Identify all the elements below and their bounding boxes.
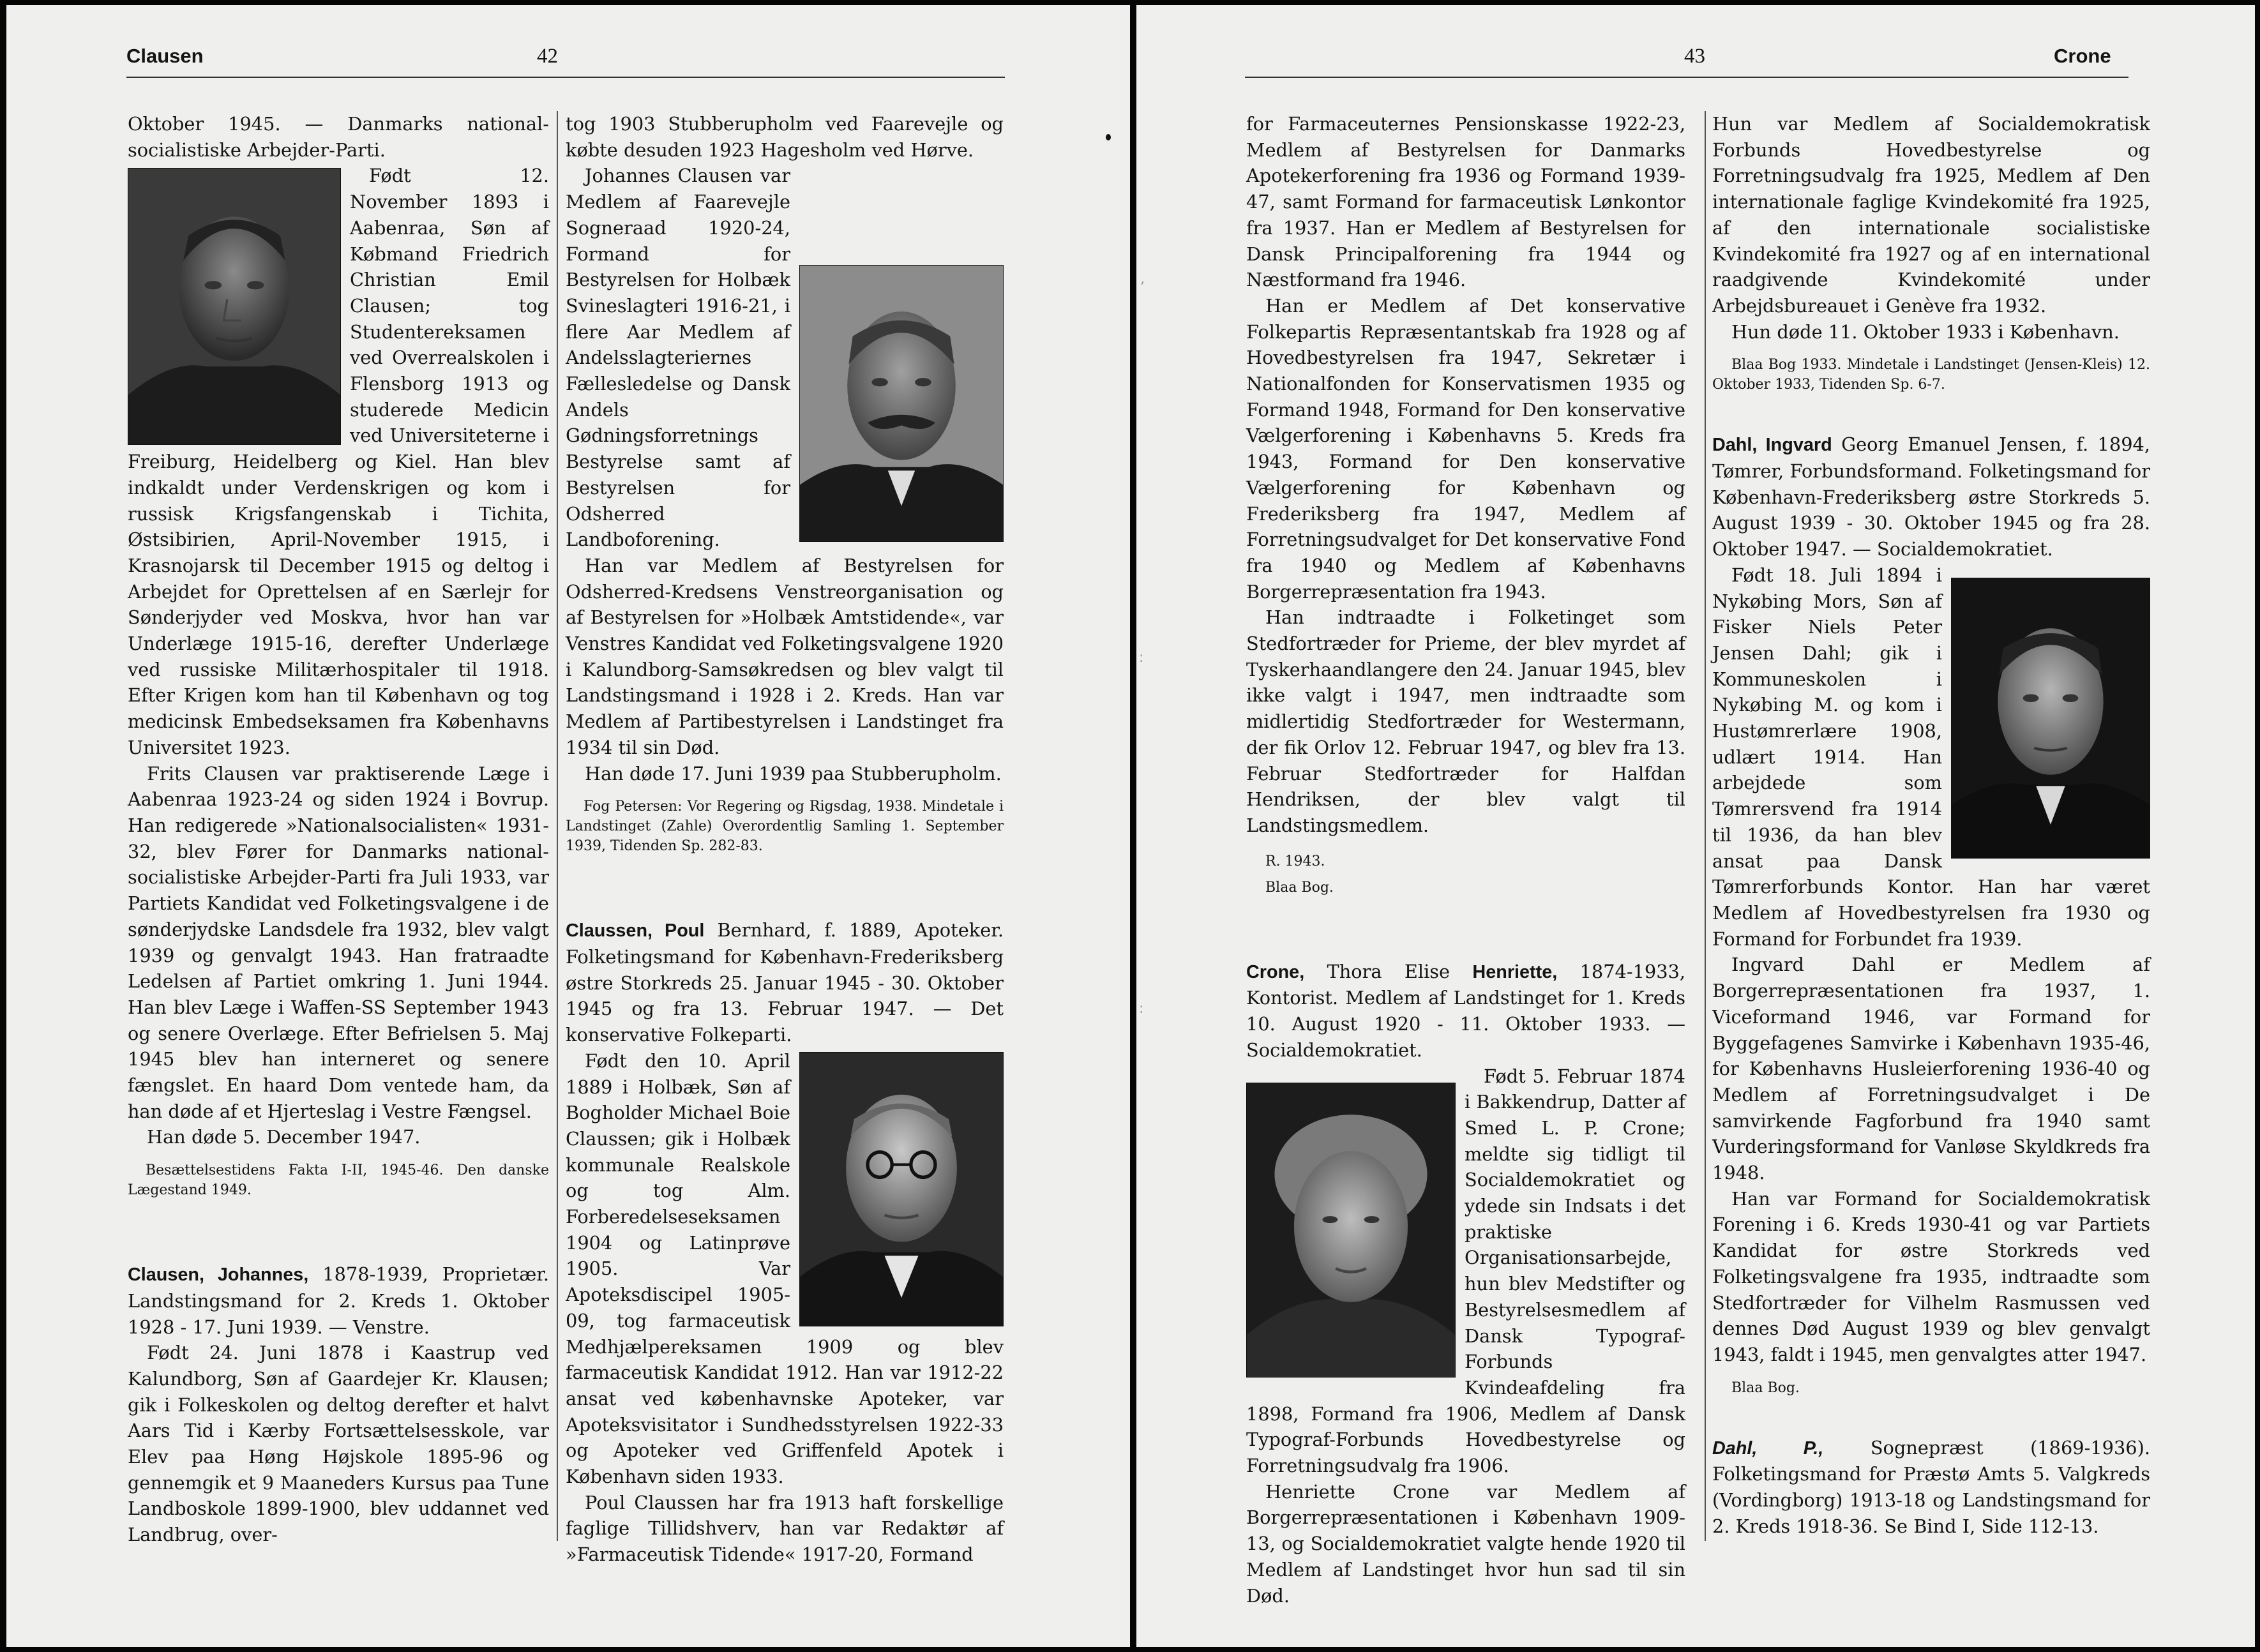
entry-given-names: Thora Elise — [1327, 960, 1450, 982]
paragraph: Ingvard Dahl er Medlem af Borgerrepræsentationen fra 1937, 1. Viceformand 1946, var Formand for Byggefagenes Samvirke i København 1935-46, for Københavns Husleierforening 1936-40 og Medlem af Forretningsudvalget i De samvirkende Fagforbund fra 1940 samt Vurderingsformand for Vanløse Skyldkreds fra 1948. — [1712, 954, 2150, 1184]
margin-mark: : — [1139, 650, 1144, 666]
paragraph: Han var Formand for Socialdemokratisk Forening i 6. Kreds 1930-41 og var Partiets Kandidat for østre Storkreds ved Folketingsvalgene fra 1935, indtraadte som Stedfortræder for Vilhelm Rasmussen ved dennes Død August 1939 og blev genvalgt 1943, faldt i 1945, men genvalgtes atter 1947. — [1712, 1187, 2150, 1365]
column-1 — [128, 111, 549, 1548]
paragraph: Han er Medlem af Det konservative Folkepartis Repræsentantskab fra 1928 og af Hovedbestyrelsen fra 1947, Sekretær i Nationalfonden for Konservatismen 1935 og Formand 1948, Formand for Den konservative Vælgerforening i Københavns 5. Kreds fra 1943, Formand for Den konservative Vælgerforening for København og Frederiksberg fra 1947, Medlem af Forretningsudvalget for Det konservative Fond fra 1940 og Medlem af Københavns Borgerrepræsentation fra 1943. — [1246, 294, 1685, 603]
paragraph: Født 18. Juli 1894 i Nykøbing Mors, Søn af Fisker Niels Peter Jensen Dahl; gik i Kommuneskolen i Nykøbing M. og kom i Hustømrerlære 1908, udlært 1914. Han arbejdede som Tømrersvend fra 1914 til 1936, da han blev ansat paa Dansk Tømrerforbunds Kontor. Han har været Medlem af Hovedbestyrelsen fra 1930 og Formand for Forbundet fra 1939. — [1712, 564, 2150, 950]
entry-name: Crone, — [1246, 961, 1305, 982]
entry-head-text: Bernhard, f. 1889, Apoteker. Folketingsmand for København-Frederiksberg østre Storkreds 25. Januar 1945 - 30. Oktober 1945 og fra 13. Februar 1947. — Det konservative Folkeparti. — [566, 919, 1004, 1046]
paragraph: Født 5. Februar 1874 i Bakkendrup, Datter af Smed L. P. Crone; meldte sig tidligt til Socialdemokratiet og ydede sin Indsats i det praktiske Organisationsarbejde, hun blev Medstifter og Bestyrelsesmedlem af Dansk Typograf-Forbunds Kvindeafdeling fra 1898, Formand fra 1906, Medlem af Dansk Typograf-Forbunds Hovedbestyrelse og Forretningsudvalg fra 1906. — [1246, 1065, 1685, 1477]
paragraph: Han døde 5. December 1947. — [147, 1126, 421, 1148]
entry-head-text: 1874-1933, Kontorist. Medlem af Landstinget for 1. Kreds 10. August 1920 - 11. Oktober 1933. — Socialdemokratiet. — [1246, 960, 1686, 1061]
paragraph: Poul Claussen har fra 1913 haft forskellige faglige Tillidshverv, han var Redaktør af »Farmaceutisk Tidende« 1917-20, Formand — [566, 1491, 1004, 1566]
entry-heading — [128, 1261, 549, 1340]
paragraph: for Farmaceuternes Pensionskasse 1922-23, Medlem af Bestyrelsen for Danmarks Apotekerforening fra 1936 og Formand 1939-47, samt Formand for farmaceutisk Lønkontor fra 1937. Han er Medlem af Bestyrelsen for Dansk Principalforening fra 1944 og Næstformand fra 1946. — [1246, 113, 1685, 291]
entry-heading — [566, 917, 1004, 1048]
portrait-frits-clausen — [128, 168, 341, 445]
column-2 — [566, 111, 1004, 1568]
column-rule — [557, 111, 558, 1541]
paragraph: Johannes Clausen var Medlem af Faarevejle Sogneraad 1920-24, Formand for Bestyrelsen for Holbæk Svineslagteri 1916-21, i flere Aar Medlem af Andelsslagteriernes Fællesledelse og Dansk Andels Gødningsforretnings Bestyrelse samt af Bestyrelsen for Odsherred Landboforening. — [566, 165, 790, 551]
source-note: R. 1943. — [1265, 853, 1325, 869]
portrait-johannes-clausen — [799, 265, 1004, 542]
source-note: Blaa Bog 1933. Mindetale i Landstinget (Jensen-Kleis) 12. Oktober 1933, Tidenden Sp. 6-7. — [1712, 357, 2150, 393]
entry-heading — [1712, 432, 2150, 562]
paragraph: Født 12. November 1893 i Aabenraa, Søn af Købmand Friedrich Christian Emil Clausen; tog Studentereksamen ved Overrealskolen i Flensborg 1913 og studerede Medicin ved Universiteterne i Freiburg, Heidelberg og Kiel. Han blev indkaldt under Verdenskrigen og kom i russisk Krigsfangenskab i Tichita, Østsibirien, April-November 1915, i Krasnojarsk til December 1915 og deltog i Arbejdet for Oprettelsen af en Særlejr for Sønderjyder ved Moskva, hvor han var Underlæge 1915-16, derefter Underlæge ved russiske Militærhospitaler til 1918. Efter Krigen kom han til København og tog medicinsk Embedseksamen fra Københavns Universitet 1923. — [128, 165, 549, 758]
header-rule — [1245, 77, 2128, 78]
paragraph: Hun var Medlem af Socialdemokratisk Forbunds Hovedbestyrelse og Forretningsudvalg fra 1925, Medlem af Den internationale faglige Kvindekomité fra 1925, af den internationale socialistiske Kvindekomité fra 1927 og af en international raadgivende Kvindekomité under Arbejdsbureauet i Genève fra 1932. — [1712, 113, 2150, 317]
entry-name: Dahl, Ingvard — [1712, 435, 1832, 456]
spacer — [1246, 897, 1685, 959]
paragraph: Frits Clausen var praktiserende Læge i Aabenraa 1923-24 og siden 1924 i Bovrup. Han redigerede »Nationalsocialisten« 1931-32, blev Fører for Danmarks national-socialistiske Arbejder-Parti fra Juli 1933, var Partiets Kandidat ved Folketingsvalgene i de sønderjydske Landsdele fra 1932, blev valgt 1939 og genvalgt 1943. Han fratraadte Ledelsen af Partiet omkring 1. Juni 1944. Han blev Læge i Waffen-SS September 1943 og senere Overlæge. Efter Befrielsen 5. Maj 1945 blev han interneret og senere fængslet. En haard Dom ventede ham, da han døde af et Hjerteslag i Vestre Fængsel. — [128, 762, 549, 1122]
left-page — [6, 5, 1130, 1647]
spacer — [128, 1200, 549, 1261]
column-rule — [1705, 111, 1706, 1541]
entry-heading — [1712, 1435, 2150, 1540]
entry-head-text: Georg Emanuel Jensen, f. 1894, Tømrer, Forbundsformand. Folketingsmand for København-Frederiksberg østre Storkreds 5. August 1939 - 30. Oktober 1945 og fra 28. Oktober 1947. — Socialdemokratiet. — [1712, 433, 2150, 560]
margin-mark: : — [1139, 1001, 1144, 1017]
running-head: Crone — [2054, 45, 2111, 67]
source-note: Blaa Bog. — [1731, 1379, 1800, 1396]
entry-head-text: 1878-1939, Proprietær. Landstingsmand for 2. Kreds 1. Oktober 1928 - 17. Juni 1939. — Venstre. — [128, 1263, 550, 1338]
paragraph: Han døde 17. Juni 1939 paa Stubberupholm. — [585, 762, 1002, 785]
source-note: Blaa Bog. — [1265, 879, 1334, 896]
print-speck — [1106, 134, 1111, 140]
paragraph: Han indtraadte i Folketinget som Stedfortræder for Prieme, der blev myrdet af Tyskerhaandlangere den 24. Januar 1945, blev ikke valgt i 1947, men indtraadte som midlertidig Stedfortræder for Westermann, der fik Orlov 12. Februar 1947, og blev fra 13. Februar Stedfortræder for Halfdan Hendriksen, der blev valgt til Landstingsmedlem. — [1246, 606, 1685, 836]
portrait-henriette-crone — [1246, 1083, 1456, 1378]
entry-name: Clausen, Johannes, — [128, 1265, 309, 1286]
running-head: Clausen — [126, 45, 204, 67]
right-page — [1136, 5, 2255, 1647]
column-2 — [1712, 111, 2150, 1539]
spacer — [1712, 1398, 2150, 1435]
header-rule — [126, 77, 1005, 78]
paragraph: Oktober 1945. — Danmarks national-socialistiske Arbejder-Parti. — [128, 113, 549, 161]
entry-head-text: Sognepræst (1869-1936). Folketingsmand for Præstø Amts 5. Valgkreds (Vordingborg) 1913-18 og Landstingsmand for 2. Kreds 1918-36. Se Bind I, Side 112-13. — [1712, 1436, 2150, 1537]
spacer — [1712, 394, 2150, 432]
entry-name: Claussen, Poul — [566, 920, 705, 942]
page-number: 43 — [1684, 45, 1705, 68]
entry-name: Dahl, P., — [1712, 1438, 1824, 1459]
paragraph: Han var Medlem af Bestyrelsen for Odsherred-Kredsens Venstreorganisation og af Bestyrelsen for »Holbæk Amtstidende«, var Venstres Kandidat ved Folketingsvalgene 1920 i Kalundborg-Samsøkredsen og blev valgt til Landstingsmand i 1928 i 2. Kreds. Han var Medlem af Partibestyrelsen i Landstinget fra 1934 til sin Død. — [566, 554, 1004, 758]
margin-mark: ʼ — [1140, 280, 1145, 296]
paragraph: Hun døde 11. Oktober 1933 i København. — [1731, 320, 2120, 343]
paragraph: Henriette Crone var Medlem af Borgerrepræsentationen i København 1909-13, og Socialdemokratiet valgte hende 1920 til Medlem af Landstinget hvor hun sad til sin Død. — [1246, 1480, 1685, 1607]
paragraph: Født 24. Juni 1878 i Kaastrup ved Kalundborg, Søn af Gaardejer Kr. Klausen; gik i Folkeskolen og deltog derefter et halvt Aars Tid i Kærby Fortsættelsesskole, var Elev paa Høng Højskole 1895-96 og gennemgik et 9 Maaneders Kursus paa Tune Landboskole 1899-1900, blev uddannet ved Landbrug, over- — [128, 1342, 549, 1546]
entry-given-bold: Henriette, — [1472, 961, 1558, 982]
column-1 — [1246, 111, 1685, 1609]
source-note: Besættelsestidens Fakta I-II, 1945-46. Den danske Lægestand 1949. — [128, 1162, 549, 1199]
source-note: Fog Petersen: Vor Regering og Rigsdag, 1938. Mindetale i Landstinget (Zahle) Overordentlig Samling 1. September 1939, Tidenden Sp. 282-83. — [566, 799, 1004, 855]
spacer — [566, 856, 1004, 917]
portrait-poul-claussen — [799, 1052, 1004, 1326]
portrait-ingvard-dahl — [1951, 578, 2150, 859]
paragraph: Født den 10. April 1889 i Holbæk, Søn af Bogholder Michael Boie Claussen; gik i Holbæk kommunale Realskole og tog Alm. Forberedelseseksamen 1904 og Latinprøve 1905. Var Apoteksdiscipel 1905-09, tog farmaceutisk Medhjælpereksamen 1909 og blev farmaceutisk Kandidat 1912. Han var 1912-22 ansat ved københavnske Apoteker, var Apoteksvisitator i Sundhedsstyrelsen 1922-33 og Apoteker ved Griffenfeld Apotek i København siden 1933. — [566, 1049, 1004, 1488]
entry-heading — [1246, 959, 1685, 1063]
paragraph: tog 1903 Stubberupholm ved Faarevejle og købte desuden 1923 Hagesholm ved Hørve. — [566, 113, 1004, 161]
page-number: 42 — [537, 45, 558, 68]
